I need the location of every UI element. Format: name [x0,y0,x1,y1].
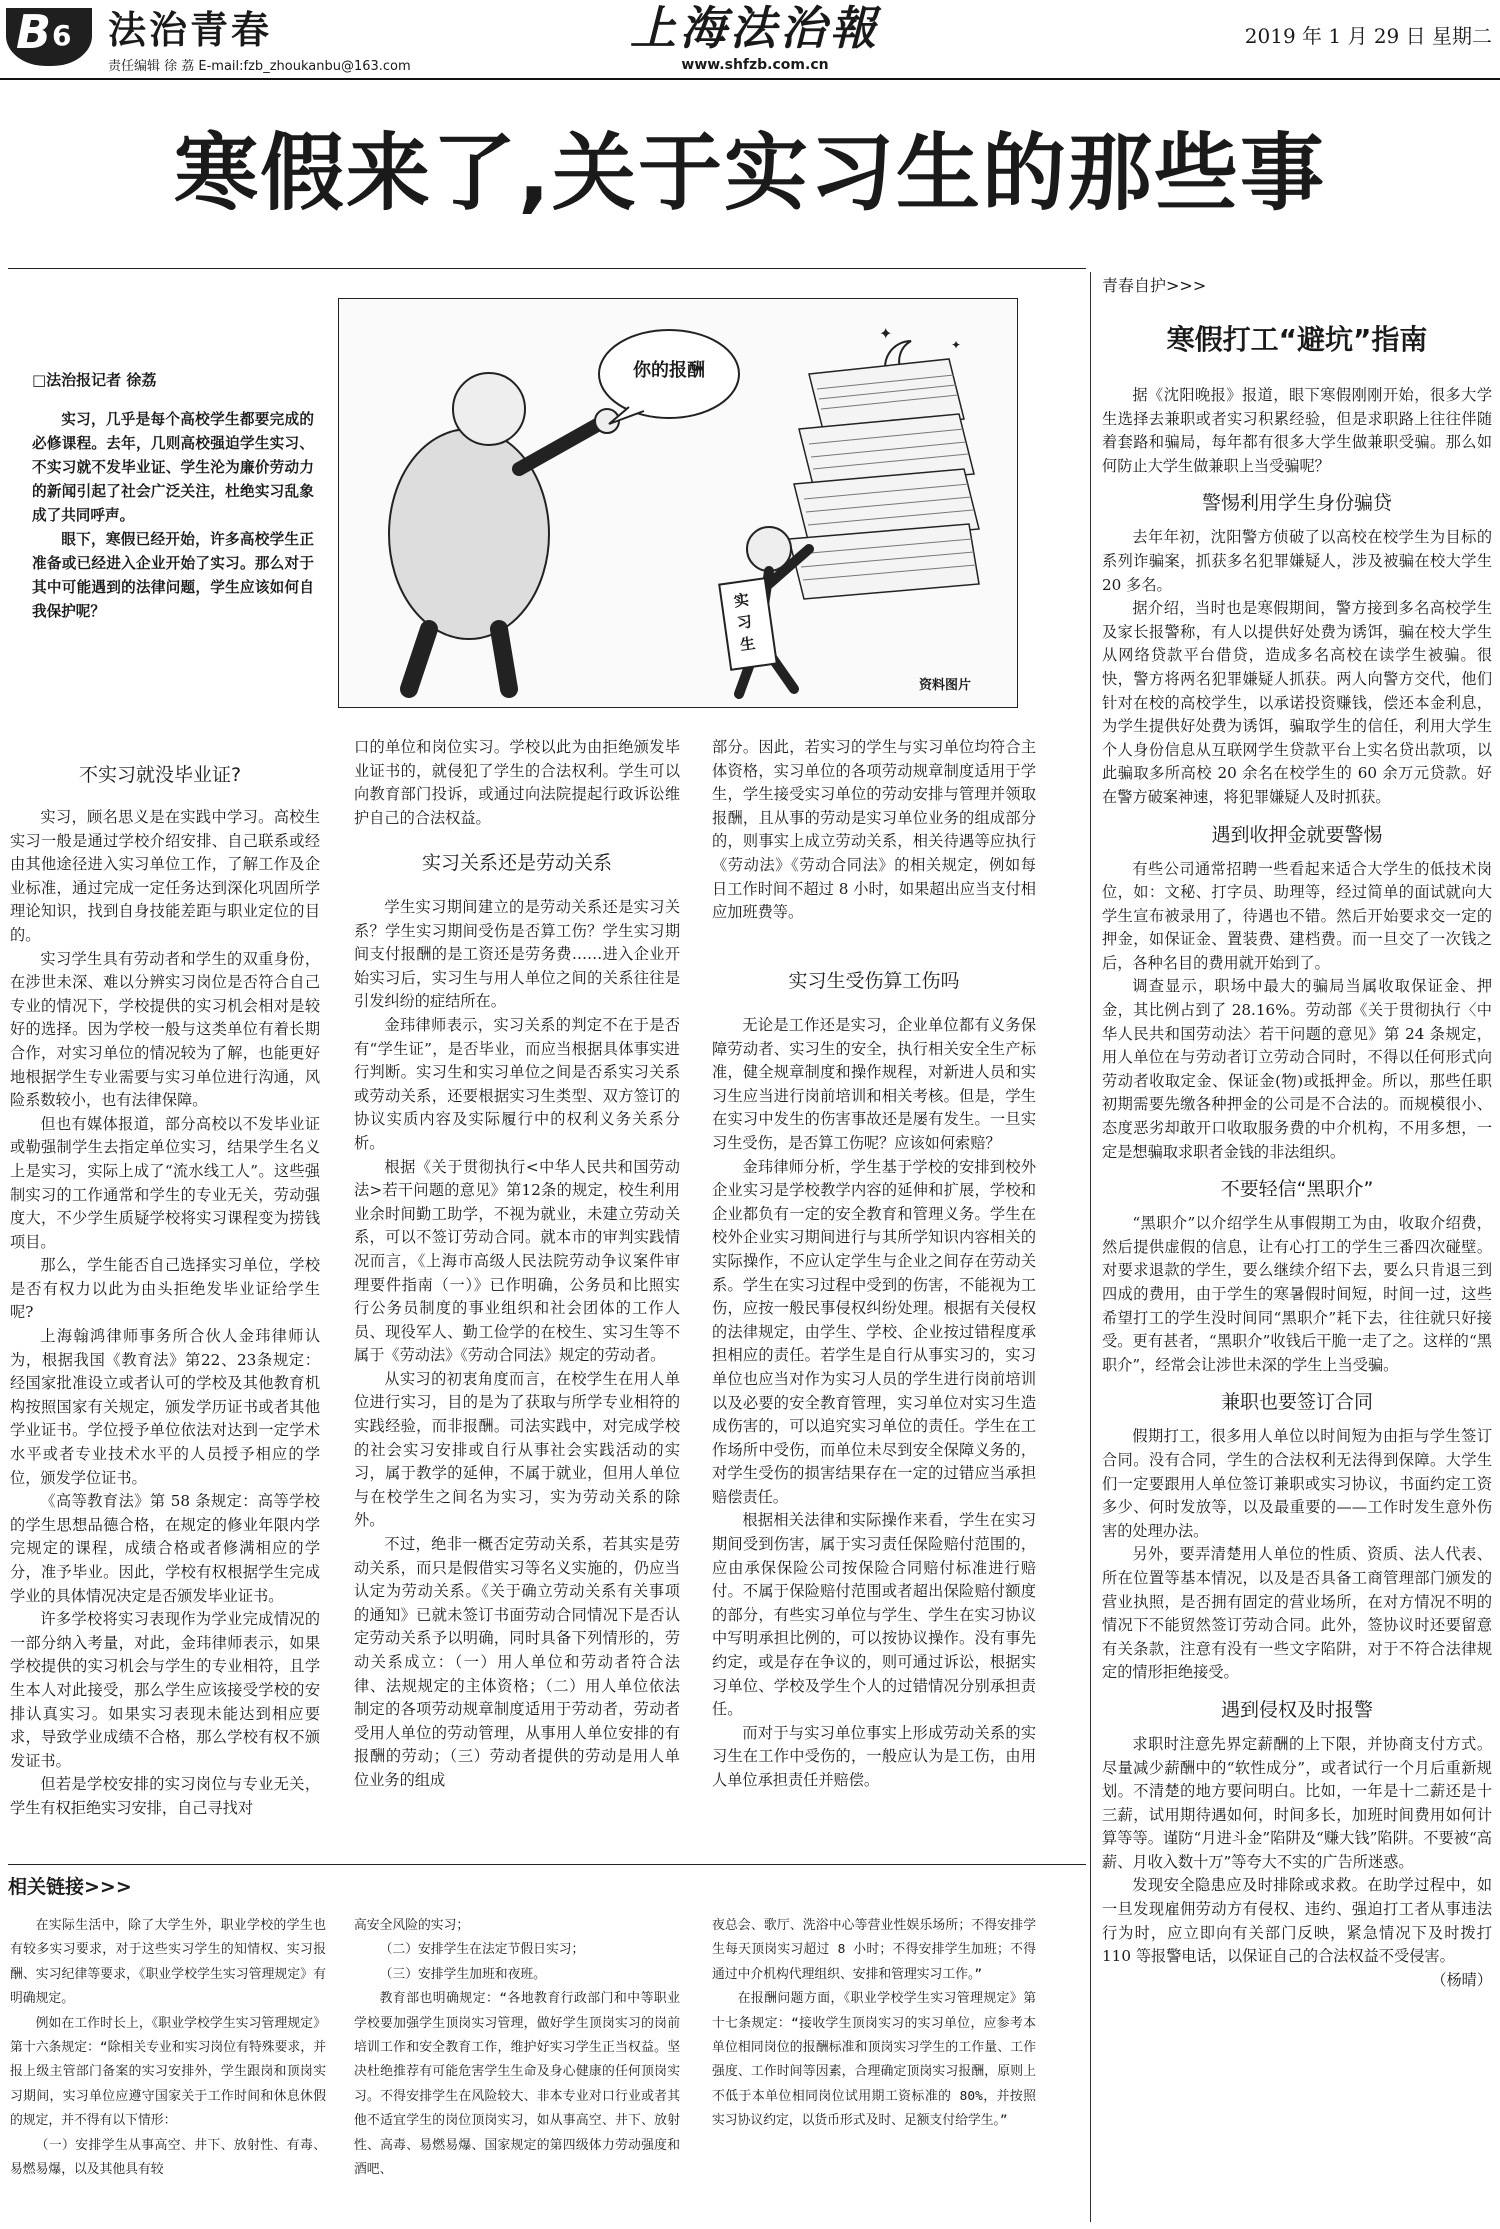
col2-body [354,896,680,1793]
sidebar-separator [1090,272,1091,2222]
sidebar-heading: 遇到收押金就要警惕 [1211,823,1383,846]
sidebar-paragraph: 求职时注意先界定薪酬的上下限，并协商支付方式。尽量减少薪酬中的“软性成分”，或者试行一个月后重新规划。不清楚的地方要问明白。比如，一年是十二薪还是十三薪，试用期待遇如何，时间多长，加班时间费用如何计算等等。谨防“月进斗金”陷阱及“赚大钱”陷阱。不要被“高薪、月收入数十万”等夸大不实的广告所迷惑。 [1102,1734,1492,1871]
related-paragraph: 教育部也明确规定：“各地教育行政部门和中等职业学校要加强学生顶岗实习管理，做好学生顶岗实习的岗前培训工作和安全教育工作，维护好实习学生正当权益。坚决杜绝推荐有可能危害学生生命及身心健康的任何顶岗实习。不得安排学生在风险较大、非本专业对口行业或者其他不适宜学生的岗位顶岗实习，如从事高空、井下、放射性、高毒、易燃易爆、国家规定的第四级体力劳动强度和酒吧、 [354,1991,680,2178]
sidebar-label: 青春自护>>> [1102,276,1207,295]
image-caption: 资料图片 [919,678,972,693]
col1-paragraph: 但也有媒体报道，部分高校以不发毕业证或勒强制学生去指定单位实习，结果学生名义上是实习，实际上成了“流水线工人”。这些强制实习的工作通常和学生的专业无关，劳动强度大，不少学生质疑学校将实习课程变为捞钱项目。 [10,1114,320,1251]
col1-body [10,806,320,1821]
col1-paragraph: 实习学生具有劳动者和学生的双重身份，在涉世未深、难以分辨实习岗位是否符合自己专业的情况下，学校提供的实习机会相对是较好的选择。因为学校一般与这类单位有着长期合作，对实习单位的情况较为了解，也能更好地根据学生专业需要与实习单位进行沟通，风险系数较小，也有法律保障。 [10,949,320,1110]
lead-paragraph-1: 实习，几乎是每个高校学生都要完成的必修课程。去年，几则高校强迫学生实习、不实习就不发毕业证、学生沦为廉价劳动力的新闻引起了社会广泛关注，杜绝实习乱象成了共同呼声。 [32,411,314,524]
col1-paragraph: 上海翰鸿律师事务所合伙人金玮律师认为，根据我国《教育法》第22、23条规定：经国家批准设立或者认可的学校及其他教育机构按照国家有关规定，颁发学历证书或者其他学业证书。学位授予单位依法对达到一定学术水平或者专业技术水平的人员授予相应的学位，颁发学位证书。 [10,1327,320,1487]
related-col2 [354,1914,680,2182]
sidebar-signature: （杨晴） [1431,1970,1492,1989]
related-paragraph: 例如在工作时长上，《职业学校学生实习管理规定》第十六条规定：“除相关专业和实习岗位有特殊要求，并报上级主管部门备案的实习安排外，学生跟岗和顶岗实习期间，实习单位应遵守国家关于工作时间和休息休假的规定，并不得有以下情形： [10,2015,326,2129]
col2-paragraph: 从实习的初衷角度而言，在校学生在用人单位进行实习，目的是为了获取与所学专业相符的实践经验，而非报酬。司法实践中，对完成学校的社会实习安排或自行从事社会实践活动的实习，属于教学的延伸，不属于就业，但用人单位与在校学生之间名为实习，实为劳动关系的除外。 [354,1369,680,1530]
col3-body [712,1014,1036,1793]
sidebar-heading: 不要轻信“黑职介” [1220,1178,1374,1201]
masthead-rule [0,78,1500,80]
related-paragraph: 高安全风险的实习； [354,1918,470,1933]
related-paragraph: 在报酬问题方面，《职业学校学生实习管理规定》第十七条规定：“接收学生顶岗实习的实习单位，应参考本单位相同岗位的报酬标准和顶岗实习学生的工作量、工作强度、工作时间等因素，合理确定顶岗实习报酬，原则上不低于本单位相同岗位试用期工资标准的 80%，并按照实习协议约定，以货币形式及时、足额支付给学生。” [712,1991,1036,2129]
related-label: 相关链接>>> [8,1876,132,1898]
col3-paragraph: 而对于与实习单位事实上形成劳动关系的实习生在工作中受伤的，一般应认为是工伤，由用人单位承担责任并赔偿。 [712,1723,1036,1789]
related-rule [8,1864,1086,1865]
headline-rule [8,268,1086,269]
col2-heading: 实习关系还是劳动关系 [421,852,612,874]
col1-paragraph: 那么，学生能否自己选择实习单位，学校是否有权力以此为由头拒绝发毕业证给学生呢? [10,1256,320,1322]
col3-heading: 实习生受伤算工伤吗 [788,970,960,992]
related-paragraph: 夜总会、歌厅、洗浴中心等营业性娱乐场所；不得安排学生每天顶岗实习超过 8 小时；不得安排学生加班；不得通过中介机构代理组织、安排和管理实习工作。” [712,1918,1036,1982]
sidebar-paragraph: 另外，要弄清楚用人单位的性质、资质、法人代表、所在位置等基本情况，以及是否具备工商管理部门颁发的营业执照，是否拥有固定的营业场所，在对方情况不明的情况下不能贸然签订劳动合同。此外，签协议时还要留意有关条款，注意有没有一些文字陷阱，对于不符合法律规定的情形拒绝接受。 [1102,1545,1492,1682]
sidebar-heading: 兼职也要签订合同 [1220,1391,1373,1414]
col2-paragraph: 口的单位和岗位实习。学校以此为由拒绝颁发毕业证书的，就侵犯了学生的合法权利。学生可以向教育部门投诉，或通过向法院提起行政诉讼维护自己的合法权益。 [354,738,680,827]
section-title: 法治青春 [108,8,273,52]
svg-text:✦: ✦ [951,338,962,352]
sidebar-paragraph: 有些公司通常招聘一些看起来适合大学生的低技术岗位，如：文秘、打字员、助理等，经过简单的面试就向大学生宣布被录用了，待遇也不错。然后开始要求交一定的押金，如保证金、置装费、建档费。而一旦交了一次钱之后，各种名目的费用就开始到了。 [1102,859,1492,972]
sidebar-intro: 据《沈阳晚报》报道，眼下寒假刚刚开始，很多大学生选择去兼职或者实习积累经验，但是求职路上往往伴随着套路和骗局，每年都有很多大学生做兼职受骗。那么如何防止大学生做兼职上当受骗呢？ [1102,386,1492,475]
speech-bubble-text: 你的报酬 [633,360,705,381]
col1-paragraph: 但若是学校安排的实习岗位与专业无关，学生有权拒绝实习安排，自己寻找对 [10,1775,320,1817]
related-col1 [10,1914,326,2182]
related-col3 [712,1914,1036,2134]
col1-heading: 不实习就没毕业证? [78,764,242,786]
sidebar-paragraph: 据介绍，当时也是寒假期间，警方接到多名高校学生及家长报警称，有人以提供好处费为诱饵，骗在校大学生从网络贷款平台借贷，造成多名高校在读学生被骗。很快，警方将两名犯罪嫌疑人抓获。两人向警方交代，他们针对在校的高校学生，以承诺投资赚钱，偿还本金利息，为学生提供好处费为诱饵，骗取学生的信任，利用大学生个人身份信息从互联网学生贷款平台上实名贷出款项，以此骗取多所高校 20 余名在校学生的 60 余万元贷款。好在警方破案神速，将犯罪嫌疑人及时抓获。 [1102,599,1492,806]
col2-paragraph: 不过，绝非一概否定劳动关系，若其实是劳动关系，而只是假借实习等名义实施的，仍应当认定为劳动关系。《关于确立劳动关系有关事项的通知》已就未签订书面劳动合同情况下是否认定劳动关系予以明确，同时具备下列情形的，劳动关系成立：（一）用人单位和劳动者符合法律、法规规定的主体资格；（二）用人单位依法制定的各项劳动规章制度适用于劳动者，劳动者受用人单位的劳动管理，从事用人单位安排的有报酬的劳动；（三）劳动者提供的劳动是用人单位业务的组成 [354,1535,680,1789]
col3-paragraph: 金玮律师分析，学生基于学校的安排到校外企业实习是学校教学内容的延伸和扩展，学校和企业都负有一定的安全教育和管理义务。学生在校外企业实习期间进行与其所学知识内容相关的实际操作，不应认定学生与企业之间存在劳动关系。学生在实习过程中受到的伤害，不能视为工伤，应按一般民事侵权纠纷处理。根据有关侵权的法律规定，由学生、学校、企业按过错程度承担相应的责任。若学生是自行从事实习的，实习单位也应当对作为实习人员的学生进行岗前培训以及必要的安全教育管理，实习单位对实习生造成伤害的，可以追究实习单位的责任。学生在工作场所中受伤，而单位未尽到安全保障义务的，对学生受伤的损害结果存在一定的过错应当承担赔偿责任。 [712,1157,1036,1506]
related-paragraph: （三）安排学生加班和夜班。 [379,1966,546,1982]
col1-paragraph: 《高等教育法》第 58 条规定：高等学校的学生思想品德合格，在规定的修业年限内学完规定的课程，成绩合格或者修满相应的学分，准予毕业。因此，学校有权根据学生完成学业的具体情况决定是否颁发毕业证书。 [10,1492,320,1605]
newspaper-name: 上海法治報 [630,1,880,55]
col1-paragraph: 实习，顾名思义是在实践中学习。高校生实习一般是通过学校介绍安排、自己联系或经由其他途径进入实习单位工作，了解工作及企业标准，通过完成一定任务达到深化巩固所学理论知识，找到自身技能差距与职业定位的目的。 [10,808,320,944]
related-paragraph: （一）安排学生从事高空、井下、放射性、有毒、易燃易爆，以及其他具有较 [10,2137,326,2178]
col1-paragraph: 许多学校将实习表现作为学业完成情况的一部分纳入考量，对此，金玮律师表示，如果学校提供的实习机会与学生的专业相符，且学生本人对此接受，那么学生应该接受学校的安排认真实习。如果实习表现未能达到相应要求，导致学业成绩不合格，那么学校有权不颁发证书。 [10,1610,320,1770]
sidebar-body [1102,384,1492,1992]
page-letter: B [16,5,52,59]
related-paragraph: （二）安排学生在法定节假日实习； [379,1942,585,1958]
editor-line: 责任编辑 徐 荔 E-mail:fzb_zhoukanbu@163.com [108,59,411,74]
col2-top-body [354,736,680,830]
col3-paragraph: 无论是工作还是实习，企业单位都有义务保障劳动者、实习生的安全，执行相关安全生产标准，健全规章制度和操作规程，对新进人员和实习生应当进行岗前培训和相关考核。但是，学生在实习中发生的伤害事故还是屡有发生。一旦实习生受伤，是否算工伤呢？应该如何索赔？ [712,1016,1036,1152]
col2-paragraph: 学生实习期间建立的是劳动关系还是实习关系？学生实习期间受伤是否算工伤？学生实习期间支付报酬的是工资还是劳务费……进入企业开始实习后，实习生与用人单位之间的关系往往是引发纠纷的症结所在。 [354,898,680,1011]
sidebar-paragraph: 假期打工，很多用人单位以时间短为由拒与学生签订合同。没有合同，学生的合法权利无法得到保障。大学生们一定要跟用人单位签订兼职或实习协议，书面约定工资多少、何时发放等，以及最重要的——工作时发生意外伤害的处理办法。 [1102,1427,1492,1540]
related-paragraph: 在实际生活中，除了大学生外，职业学校的学生也有较多实习要求，对于这些实习学生的知情权、实习报酬、实习纪律等要求，《职业学校学生实习管理规定》有明确规定。 [10,1918,326,2007]
svg-text:✦: ✦ [879,324,893,343]
sidebar-title: 寒假打工“避坑”指南 [1166,323,1428,356]
lead-paragraph-2: 眼下，寒假已经开始，许多高校学生正准备或已经进入企业开始了实习。那么对于其中可能遇到的法律问题，学生应该如何自我保护呢？ [32,531,314,620]
issue-date: 2019 年 1 月 29 日 星期二 [1244,24,1492,48]
byline: □法治报记者 徐荔 [32,371,157,389]
sidebar-paragraph: “黑职介”以介绍学生从事假期工为由，收取介绍费，然后提供虚假的信息，让有心打工的学生三番四次碰壁。对要求退款的学生，要么继续介绍下去，要么只肯退三到四成的费用，由于学生的寒暑假时间短，时间一过，这些希望打工的学生没时间同“黑职介”耗下去，往往就只好接受。更有甚者，“黑职介”收钱后干脆一走了之。这样的“黑职介”，经常会让涉世未深的学生上当受骗。 [1102,1214,1492,1374]
masthead [0,0,1500,80]
website: www.shfzb.com.cn [681,57,829,73]
lead-paragraph [32,408,314,624]
col2-paragraph: 根据《关于贯彻执行<中华人民共和国劳动法>若干问题的意见》第12条的规定，校生利用业余时间勤工助学，不视为就业，未建立劳动关系，可以不签订劳动合同。就本市的审判实践情况而言，《上海市高级人民法院劳动争议案件审理要件指南（一）》已作明确，公务员和比照实行公务员制度的事业组织和社会团体的工作人员、现役军人、勤工俭学的在校生、实习生等不属于《劳动法》《劳动合同法》规定的劳动者。 [354,1157,680,1365]
col3-top-body [712,736,1036,925]
page-number: 6 [52,19,72,52]
illustration [338,298,1018,708]
intern-sign-text: 实习生 [732,590,757,655]
col2-paragraph: 金玮律师表示，实习关系的判定不在于是否有“学生证”，是否毕业，而应当根据具体事实进行判断。实习生和实习单位之间是否系实习关系或劳动关系，还要根据实习生类型、双方签订的协议实质内容及实际履行中的权利义务关系分析。 [354,1015,680,1152]
sidebar-paragraph: 发现安全隐患应及时排除或求救。在助学过程中，如一旦发现雇佣劳动方有侵权、违约、强迫打工者从事违法行为时，应立即向有关部门反映，紧急情况下及时拨打 110 等报警电话，以保证自己的合法权益不受侵害。 [1102,1876,1492,1966]
sidebar-heading: 遇到侵权及时报警 [1220,1698,1373,1721]
sidebar-paragraph: 调查显示，职场中最大的骗局当属收取保证金、押金，其比例占到了 28.16%。劳动部《关于贯彻执行〈中华人民共和国劳动法〉若干问题的意见》第 24 条规定，用人单位在与劳动者订立劳动合同时，不得以任何形式向劳动者收取定金、保证金(物)或抵押金。所以，那些任职初期需要先缴各种押金的公司是不合法的。而规模很小、态度恶劣却敢开口收取服务费的中介机构，不用多想，一定是想骗取求职者金钱的非法组织。 [1102,977,1492,1161]
col3-paragraph: 根据相关法律和实际操作来看，学生在实习期间受到伤害，属于实习责任保险赔付范围的，应由承保保险公司按保险合同赔付标准进行赔付。不属于保险赔付范围或者超出保险赔付额度的部分，有些实习单位与学生、学生在实习协议中写明承担比例的，可以按协议操作。没有事先约定，或是存在争议的，则可通过诉讼，根据实习单位、学校及学生个人的过错情况分别承担责任。 [712,1511,1036,1719]
sidebar-heading: 警惕利用学生身份骗贷 [1201,492,1392,515]
col3-paragraph: 部分。因此，若实习的学生与实习单位均符合主体资格，实习单位的各项劳动规章制度适用于学生，学生接受实习单位的劳动安排与管理并领取报酬，且从事的劳动是实习单位业务的组成部分的，则事实上成立劳动关系，相关待遇等应执行《劳动法》《劳动合同法》的相关规定，例如每日工作时间不超过 8 小时，如果超出应当支付相应加班费等。 [712,738,1036,922]
sidebar-paragraph: 去年年初，沈阳警方侦破了以高校在校学生为目标的系列诈骗案，抓获多名犯罪嫌疑人，涉及被骗在校大学生 20 多名。 [1102,528,1492,594]
headline: 寒假来了,关于实习生的那些事 [174,124,1326,222]
